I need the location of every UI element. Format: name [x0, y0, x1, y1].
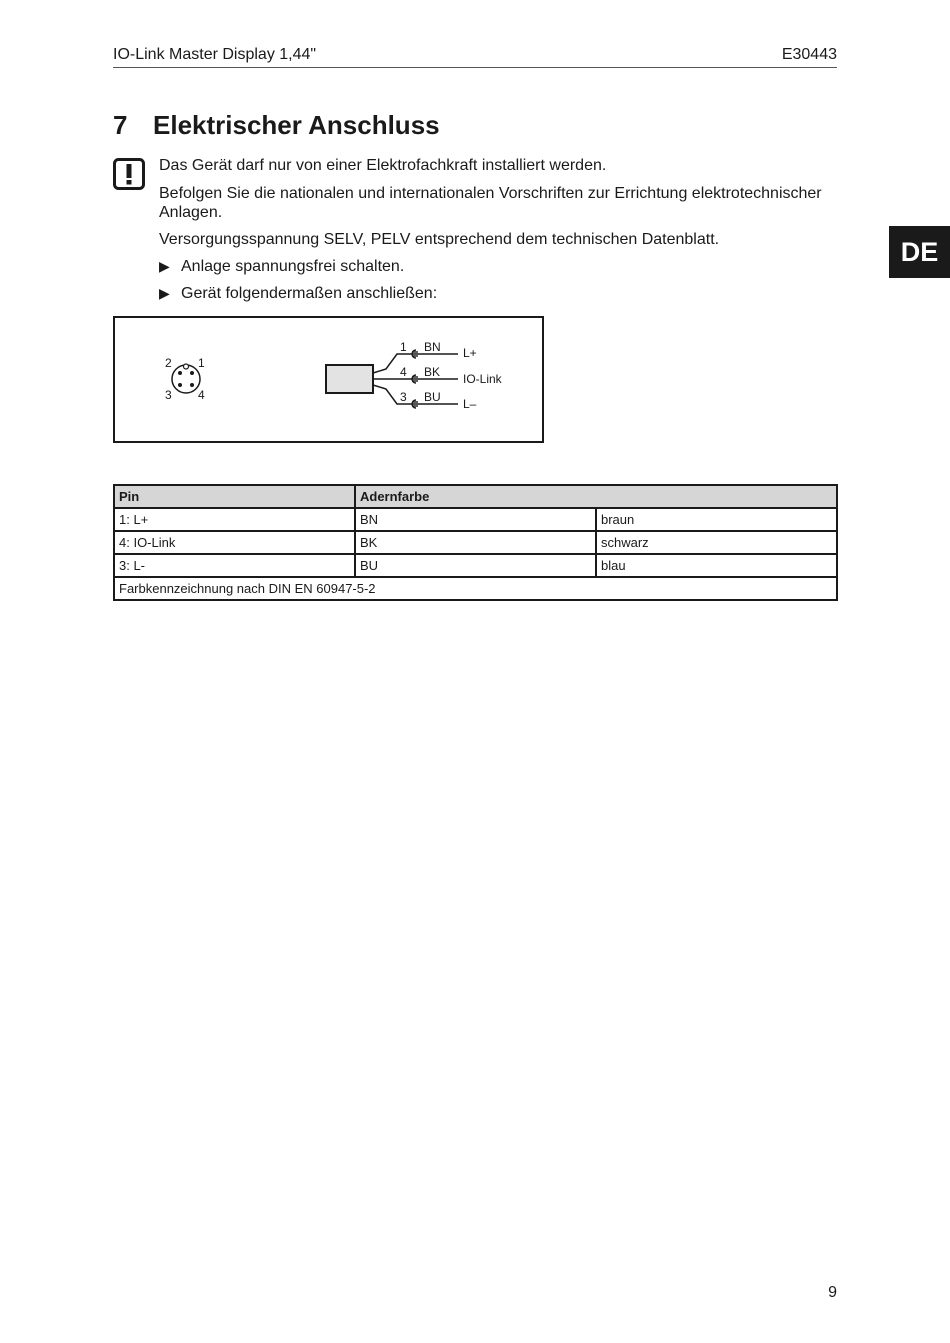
section-title	[113, 110, 440, 141]
header-doc-id: E30443	[781, 46, 837, 63]
table-cell: BK	[355, 531, 596, 554]
connector-pin-label: 2	[165, 356, 172, 370]
page-number: 9	[828, 1284, 837, 1301]
step-item-2	[159, 284, 437, 303]
warning-paragraph-1: Das Gerät darf nur von einer Elektrofachkraft installiert werden.	[159, 157, 607, 174]
connector-pin-label: 1	[198, 356, 205, 370]
wire-signal: L+	[463, 346, 477, 360]
wiring-diagram	[113, 316, 544, 443]
table-cell: schwarz	[596, 531, 837, 554]
table-row	[114, 554, 837, 577]
header-title: IO-Link Master Display 1,44"	[113, 46, 317, 63]
connector-pin-label: 3	[165, 388, 172, 402]
wire-signal: IO-Link	[463, 372, 502, 386]
warning-icon	[113, 158, 145, 190]
table-footer-note: Farbkennzeichnung nach DIN EN 60947-5-2	[114, 577, 837, 600]
section-heading: Elektrischer Anschluss	[153, 110, 440, 140]
step-label: Anlage spannungsfrei schalten.	[181, 258, 405, 275]
table-header-wire-color: Adernfarbe	[355, 485, 837, 508]
wire-signal: L–	[463, 397, 477, 411]
step-arrow-icon: ▶	[159, 258, 170, 274]
table-cell: 4: IO-Link	[114, 531, 355, 554]
table-row	[114, 531, 837, 554]
header-divider	[113, 67, 837, 68]
wire-color-code: BK	[424, 365, 441, 379]
wire-pin-number: 3	[400, 390, 407, 404]
wire-color-code: BU	[424, 390, 441, 404]
table-cell: braun	[596, 508, 837, 531]
table-cell: BU	[355, 554, 596, 577]
section-number: 7	[113, 110, 128, 140]
table-cell: 3: L-	[114, 554, 355, 577]
table-row	[114, 508, 837, 531]
device-body	[326, 365, 373, 393]
pin-assignment-table	[113, 484, 838, 601]
table-header-row	[114, 485, 837, 508]
step-arrow-icon: ▶	[159, 285, 170, 301]
table-cell: blau	[596, 554, 837, 577]
step-item-1	[159, 257, 404, 276]
table-cell: 1: L+	[114, 508, 355, 531]
connector-pin-label: 4	[198, 388, 205, 402]
language-tab: DE	[889, 226, 950, 278]
warning-paragraph-3: Versorgungsspannung SELV, PELV entsprechend dem technischen Datenblatt.	[159, 231, 720, 248]
table-footer-row	[114, 577, 837, 600]
wire-pin-number: 1	[400, 340, 407, 354]
table-header-pin: Pin	[114, 485, 355, 508]
step-label: Gerät folgendermaßen anschließen:	[181, 285, 438, 302]
wire-pin-number: 4	[400, 365, 407, 379]
table-cell: BN	[355, 508, 596, 531]
warning-paragraph-2: Befolgen Sie die nationalen und internationalen Vorschriften zur Errichtung elektrotechnischer Anlagen.	[159, 185, 822, 221]
wire-color-code: BN	[424, 340, 441, 354]
